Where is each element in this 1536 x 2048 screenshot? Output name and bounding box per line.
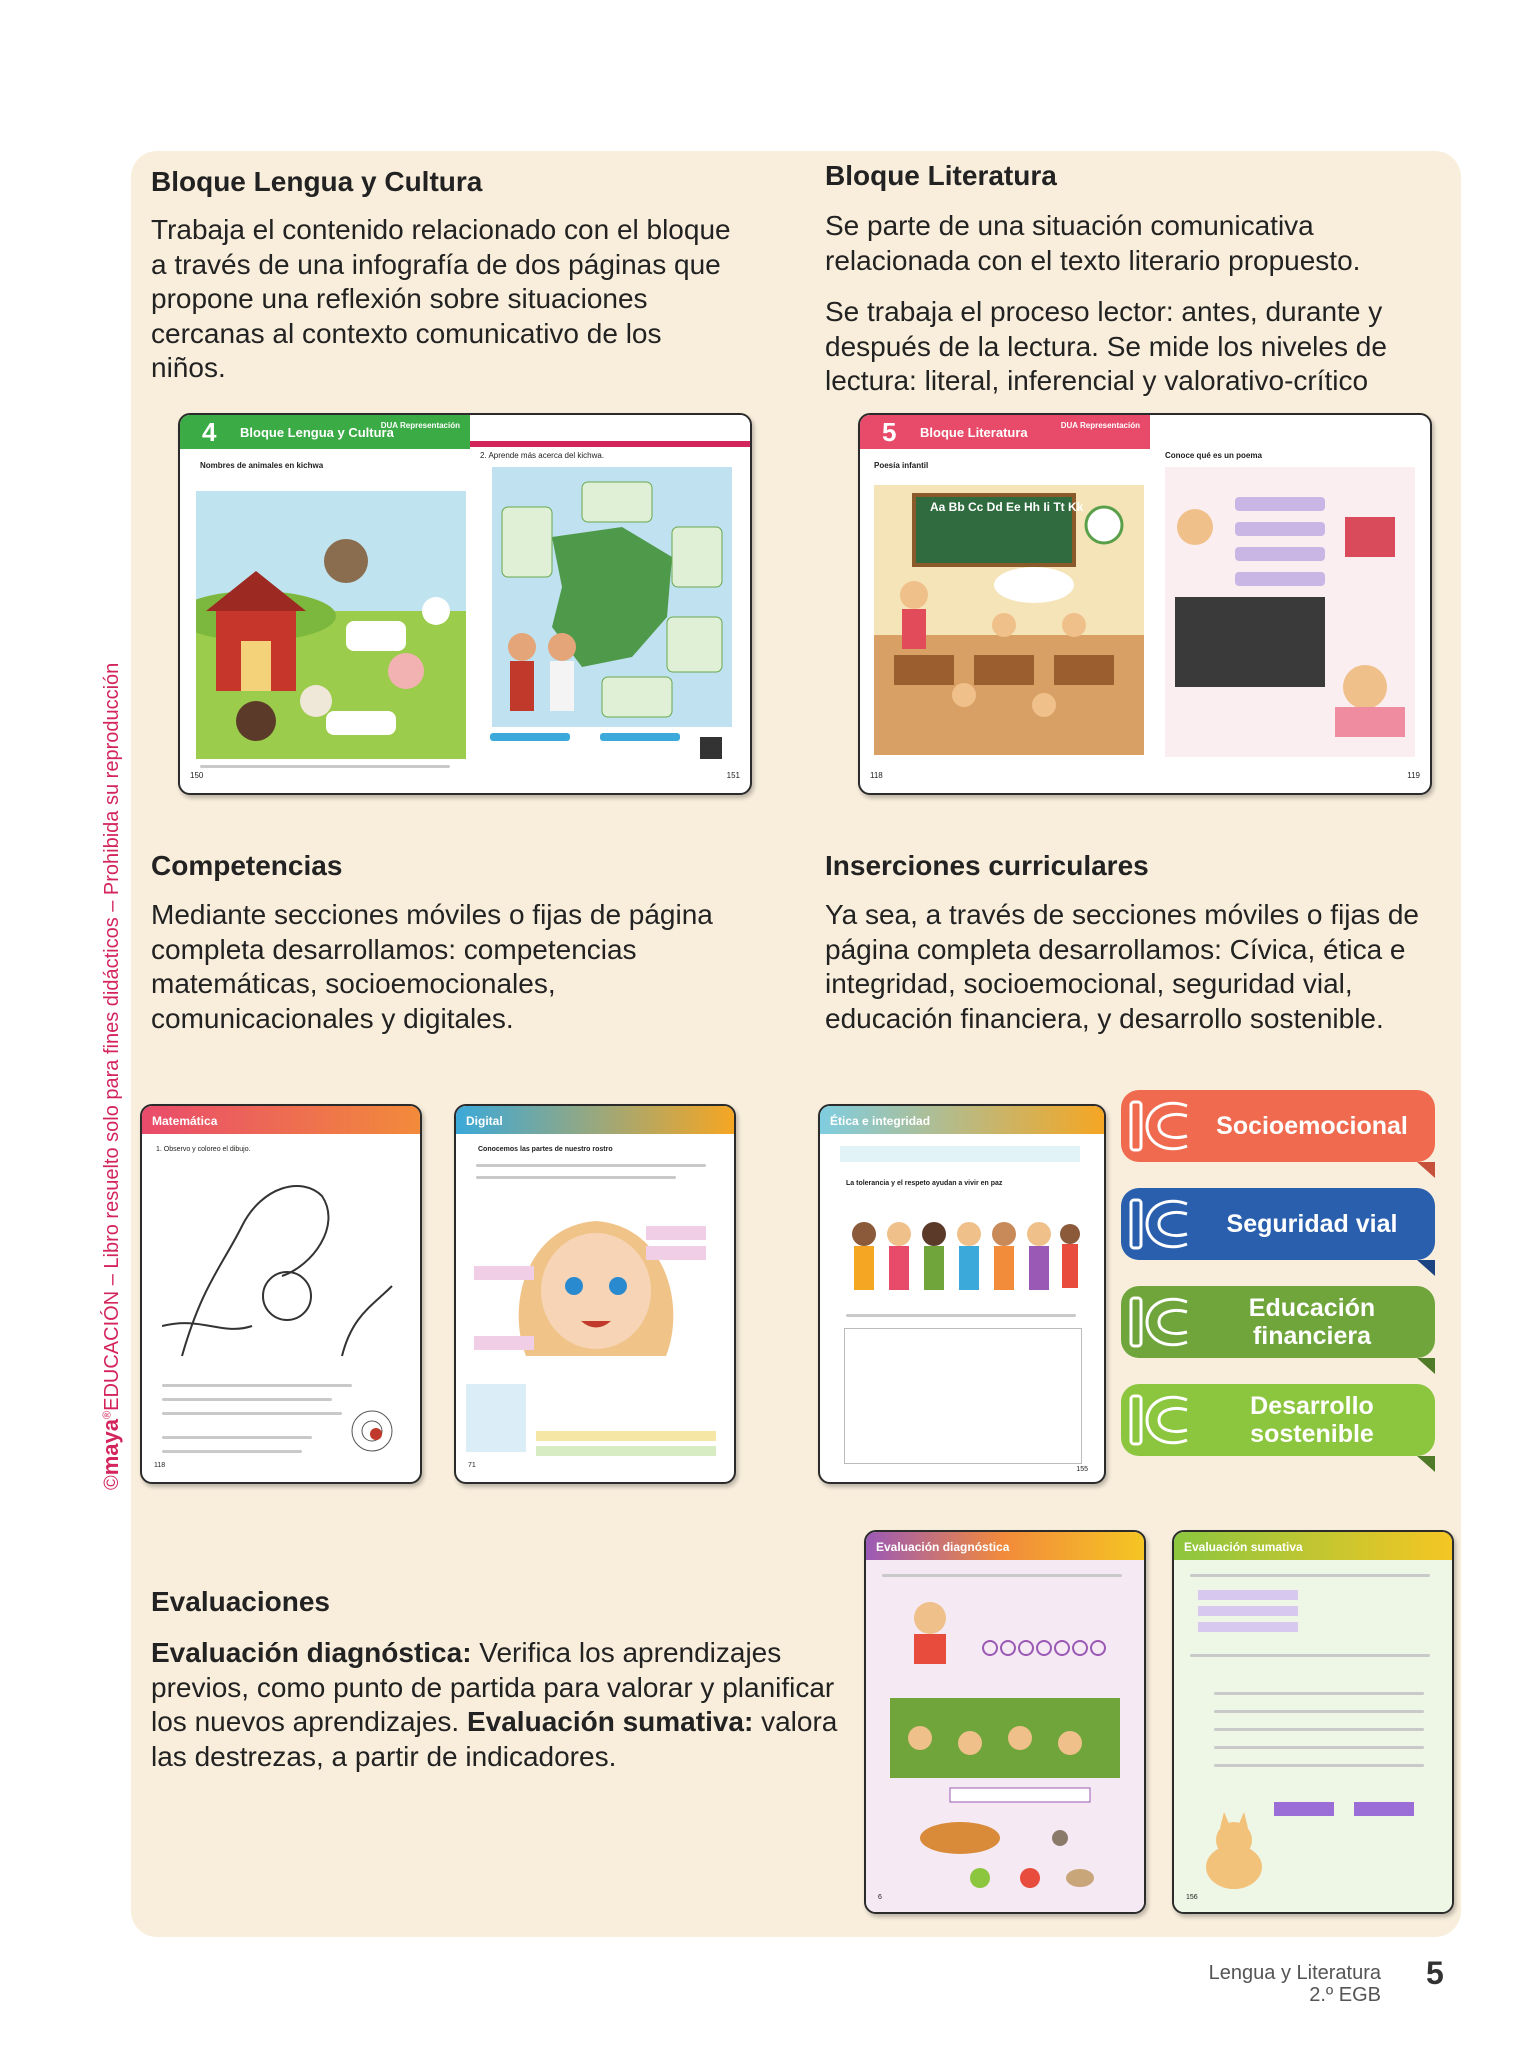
drawing-area <box>844 1328 1082 1464</box>
ic-seguridad-vial: Seguridad vial <box>1121 1188 1435 1260</box>
ic-educacion-financiera: Educación financiera <box>1121 1286 1435 1358</box>
evaluacion-sumativa-thumbnail: Evaluación sumativa 156 <box>1172 1530 1454 1914</box>
lengua-text: Trabaja el contenido relacionado con el bloque a través de una infografía de dos páginas que propone una reflexión sobre situaciones cercanas al contexto comunicativo de los niños. <box>151 214 731 383</box>
evaluaciones-title: Evaluaciones <box>151 1586 330 1617</box>
evaluation-illustrations <box>880 1588 1130 1888</box>
inserciones-text: Ya sea, a través de secciones móviles o fijas de página completa desarrollamos: Cívica, ética e integridad, socioemocional, seguridad vial, educación financiera, y desarrollo sostenible. <box>825 899 1420 1034</box>
thumb-band: 4 Bloque Lengua y Cultura <box>180 415 470 449</box>
footer-subject: Lengua y Literatura 2.º EGB <box>1208 1962 1381 2006</box>
ic-logo-icon <box>1127 1196 1193 1252</box>
ic-logo-icon <box>1127 1294 1193 1350</box>
spider-web-icon <box>342 1406 402 1456</box>
competencias-title: Competencias <box>151 850 343 881</box>
children-illustration <box>844 1204 1080 1304</box>
lengua-thumbnail: 4 Bloque Lengua y Cultura DUA Representación Nombres de animales en kichwa 150 2. Aprende más acerca del kichwa. 151 <box>178 413 752 795</box>
cat-illustration <box>1194 1812 1274 1892</box>
lengua-title: Bloque Lengua y Cultura <box>151 166 483 197</box>
farm-illustration <box>196 491 466 759</box>
ic-desarrollo-sostenible: Desarrollo sostenible <box>1121 1384 1435 1456</box>
etica-thumbnail: Ética e integridad La tolerancia y el respeto ayudan a vivir en paz 155 <box>818 1104 1106 1484</box>
evaluaciones-text: Evaluación diagnóstica: Verifica los aprendizajes previos, como punto de partida para valorar y planificar los nuevos aprendizajes. Evaluación sumativa: valora las destrezas, a partir de indicadores. <box>151 1637 838 1772</box>
qr-code-icon <box>700 737 722 759</box>
matematica-thumbnail: Matemática 1. Observo y coloreo el dibujo. 118 <box>140 1104 422 1484</box>
poem-illustration <box>1165 467 1415 757</box>
brand-logo: maya <box>98 1418 123 1476</box>
digital-thumbnail: Digital Conocemos las partes de nuestro rostro 71 <box>454 1104 736 1484</box>
inserciones-title: Inserciones curriculares <box>825 850 1149 881</box>
literatura-text-1: Se parte de una situación comunicativa relacionada con el texto literario propuesto. <box>825 210 1361 276</box>
competencias-text: Mediante secciones móviles o fijas de página completa desarrollamos: competencias matemáticas, socioemocionales, comunicacionales y digitales. <box>151 899 713 1034</box>
ic-socioemocional: Socioemocional <box>1121 1090 1435 1162</box>
map-illustration <box>492 467 732 727</box>
literatura-text-2: Se trabaja el proceso lector: antes, durante y después de la lectura. Se mide los niveles de lectura: literal, inferencial y valorativo-crítico <box>825 296 1387 396</box>
evaluacion-diagnostica-thumbnail: Evaluación diagnóstica 6 <box>864 1530 1146 1914</box>
literatura-title: Bloque Literatura <box>825 160 1057 191</box>
ic-logo-icon <box>1127 1098 1193 1154</box>
page-number: 5 <box>1426 1955 1444 1991</box>
side-credit: ©maya®EDUCACIÓN – Libro resuelto solo para fines didácticos – Prohibida su reproducción <box>98 662 123 1490</box>
literatura-thumbnail: 5 Bloque Literatura DUA Representación Poesía infantil Aa Bb Cc Dd Ee Hh Ii Tt Kk 118 Conoce qué es un poema 119 <box>858 413 1432 795</box>
coloring-illustration <box>162 1166 398 1366</box>
classroom-illustration <box>874 485 1144 755</box>
thumb-band: 5 Bloque Literatura <box>860 415 1150 449</box>
ic-logo-icon <box>1127 1392 1193 1448</box>
